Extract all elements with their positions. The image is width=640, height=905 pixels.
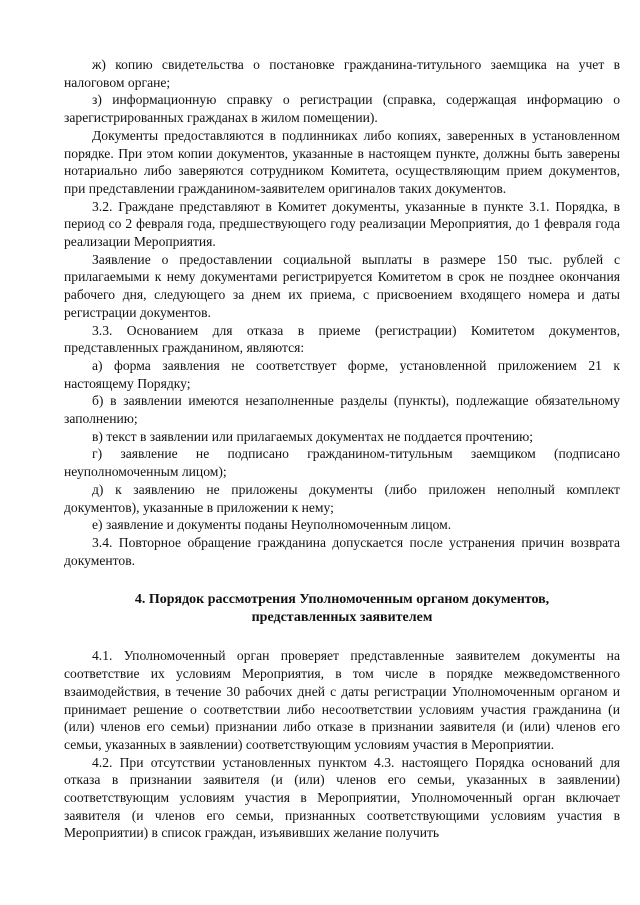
paragraph-item-a: а) форма заявления не соответствует форме, установленной приложением 21 к настоящему Порядку; (64, 357, 620, 391)
paragraph-z: з) информационную справку о регистрации (справка, содержащая информацию о зарегистрированных гражданах в жилом помещении). (64, 92, 620, 126)
spacer (64, 569, 620, 591)
paragraph-4-1: 4.1. Уполномоченный орган проверяет представленные заявителем документы на соответствие их условиям Мероприятия, в том числе в порядке межведомственного взаимодействия, в течение 30 рабочих дней с даты регистрации Уполномоченным органом и принимает решение о соответствии либо несоответствии условиям участия гражданина (и (или) членов его семьи) признании либо отказе в признании заявителя (и (или) членов его семьи, указанных в заявлении) соответствующим условиям участия в Мероприятии. (64, 648, 620, 752)
paragraph-4-2: 4.2. При отсутствии установленных пунктом 4.3. настоящего Порядка оснований для отказа в признании заявителя (и (или) членов его семьи, указанных в заявлении) соответствующим условиям участия в Мероприятии, Уполномоченный орган включает заявителя (и членов его семьи, признанных соответствующими условиям участия в Мероприятии) в список граждан, изъявивших желание получить (64, 754, 620, 841)
paragraph-item-g: г) заявление не подписано гражданином-титульным заемщиком (подписано неуполномоченным лицом); (64, 446, 620, 480)
paragraph-item-v: в) текст в заявлении или прилагаемых документах не поддается прочтению; (92, 428, 534, 444)
paragraph-item-d: д) к заявлению не приложены документы (либо приложен неполный комплект документов), указанные в приложении к нему; (64, 481, 620, 515)
paragraph-item-b: б) в заявлении имеются незаполненные разделы (пункты), подлежащие обязательному заполнению; (64, 393, 620, 427)
paragraph-3-4: 3.4. Повторное обращение гражданина допускается после устранения причин возврата документов. (64, 534, 620, 568)
section-heading-line-1: 4. Порядок рассмотрения Уполномоченным органом документов, (134, 592, 550, 608)
paragraph-application-registration: Заявление о предоставлении социальной выплаты в размере 150 тыс. рублей с прилагаемыми к нему документами регистрируется Комитетом в срок не позднее окончания рабочего дня, следующего за днем их приема, с присвоением входящего номера и даты регистрации документов. (64, 251, 620, 320)
paragraph-documents-provided: Документы предоставляются в подлинниках либо копиях, заверенных в установленном порядке. При этом копии документов, указанные в настоящем пункте, должны быть заверены нотариально либо заверяются сотрудником Комитета, осуществляющим прием документов, при представлении гражданином-заявителем оригиналов таких документов. (64, 127, 620, 196)
section-heading-line-2: представленных заявителем (251, 610, 433, 626)
spacer (64, 627, 620, 647)
paragraph-zh: ж) копию свидетельства о постановке гражданина-титульного заемщика на учет в налоговом органе; (64, 57, 620, 90)
document-body (64, 56, 620, 842)
paragraph-3-2: 3.2. Граждане представляют в Комитет документы, указанные в пункте 3.1. Порядка, в период со 2 февраля года, предшествующего году реализации Мероприятия, до 1 февраля года реализации Мероприятия. (64, 198, 620, 250)
paragraph-item-e: е) заявление и документы поданы Неуполномоченным лицом. (92, 517, 452, 533)
paragraph-3-3: 3.3. Основанием для отказа в приеме (регистрации) Комитетом документов, представленных гражданином, являются: (64, 322, 620, 356)
